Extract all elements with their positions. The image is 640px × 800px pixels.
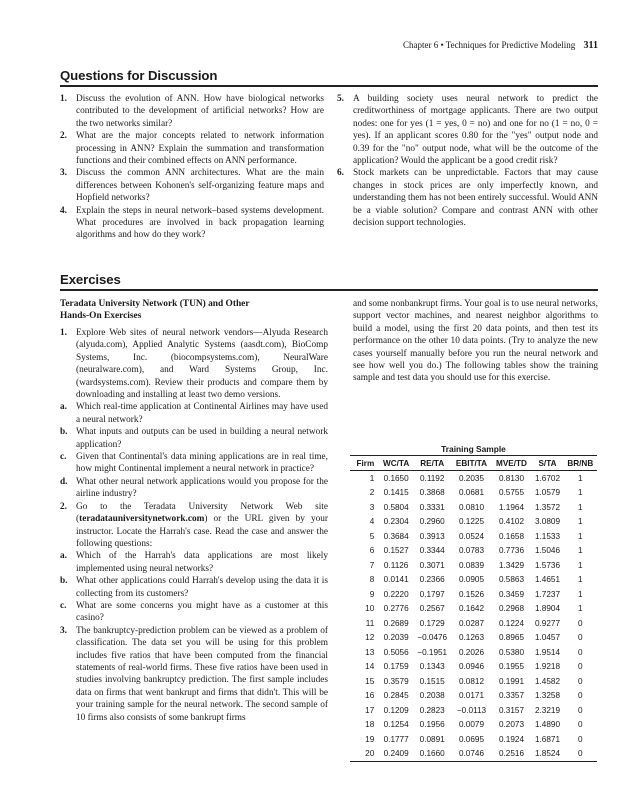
exercise-1-sub-item bbox=[60, 426, 328, 451]
discussion-question-item-text: Discuss the evolution of ANN. How have biological networks contributed to the development of artificial networks? How are the two networks similar? bbox=[76, 94, 324, 129]
table-cell: 6 bbox=[369, 546, 375, 556]
table-cell: 1 bbox=[578, 517, 583, 527]
teradata-link[interactable]: teradatauniversitynetwork.com bbox=[79, 514, 205, 525]
table-cell: 0.2823 bbox=[419, 705, 445, 715]
exercise-2-sub-item bbox=[60, 575, 328, 600]
chapter-title: Techniques for Predictive Modeling bbox=[445, 40, 576, 50]
table-cell: 0.1759 bbox=[383, 662, 409, 672]
exercise-2-sub-item bbox=[60, 600, 328, 625]
table-cell: 13 bbox=[365, 647, 375, 657]
discussion-question-item bbox=[60, 167, 324, 204]
table-row bbox=[350, 529, 597, 544]
table-cell: 0.2039 bbox=[383, 633, 409, 643]
discussion-question-item-number: 3. bbox=[60, 168, 67, 179]
table-cell: 0.0905 bbox=[458, 575, 484, 585]
table-column-header: Firm bbox=[356, 459, 375, 468]
table-cell: 15 bbox=[365, 676, 375, 686]
exercise-1-sub-item-number: c. bbox=[60, 452, 67, 463]
table-cell: 0.1415 bbox=[383, 488, 409, 498]
table-cell: 0.5804 bbox=[383, 502, 409, 512]
chapter-label: Chapter 6 bbox=[402, 40, 439, 50]
table-cell: 0.0946 bbox=[458, 662, 484, 672]
table-cell: 0.0287 bbox=[458, 618, 484, 628]
table-cell: 0.1515 bbox=[419, 676, 445, 686]
exercises-left-column bbox=[60, 298, 328, 724]
table-cell: 0.0746 bbox=[458, 749, 484, 759]
table-cell: 1 bbox=[578, 575, 583, 585]
table-cell: 1.8524 bbox=[534, 749, 560, 759]
table-cell: 0.0141 bbox=[383, 575, 409, 585]
table-cell: 1.1533 bbox=[534, 531, 560, 541]
table-row bbox=[350, 645, 597, 660]
table-cell: 0.1225 bbox=[458, 517, 484, 527]
table-cell: 0.5380 bbox=[498, 647, 524, 657]
table-row bbox=[350, 471, 597, 486]
table-cell: 0.0695 bbox=[458, 734, 484, 744]
page-number: 311 bbox=[583, 40, 598, 51]
table-cell: 0.3357 bbox=[498, 691, 524, 701]
table-cell: 0.1650 bbox=[383, 473, 409, 483]
table-cell: 0.2776 bbox=[383, 604, 409, 614]
discussion-question-item-text: A building society uses neural network to predict the creditworthiness of mortgage applicants. There are two output nodes: one for yes (1 = yes, 0 = no) and one for no (1 = no, 0 = yes). If an applicant scores 0.80 for the "yes" output node and 0.39 for the "no" output node, what will be the outcome of the application? Would the applicant be a good credit risk? bbox=[353, 94, 598, 167]
table-row bbox=[350, 587, 597, 602]
table-cell: 0.5056 bbox=[383, 647, 409, 657]
table-cell: 19 bbox=[365, 734, 375, 744]
table-cell: 1 bbox=[578, 488, 583, 498]
table-cell: 1.5736 bbox=[534, 560, 560, 570]
exercises-section-header bbox=[60, 272, 598, 287]
table-cell: 1.6871 bbox=[534, 734, 560, 744]
table-cell: 0.3157 bbox=[498, 705, 524, 715]
table-cell: 0.0812 bbox=[458, 676, 484, 686]
table-cell: 0.7736 bbox=[498, 546, 524, 556]
table-cell: 0 bbox=[578, 618, 583, 628]
exercises-heading: Exercises bbox=[60, 272, 121, 287]
table-row bbox=[350, 544, 597, 559]
table-cell: 0.1263 bbox=[458, 633, 484, 643]
table-cell: 0.1527 bbox=[383, 546, 409, 556]
table-cell: 1 bbox=[578, 531, 583, 541]
discussion-question-item-text: What are the major concepts related to network information processing in ANN? Explain the summation and transformation functions and their combined effects on ANN performance. bbox=[76, 131, 324, 167]
table-cell: 1.7237 bbox=[534, 589, 560, 599]
table-cell: 0.3071 bbox=[419, 560, 445, 570]
exercise-2-text-after: ) or the URL given by your instructor. Locate the Harrah's case. Read the case and answer the following questions: bbox=[76, 514, 328, 549]
table-cell: 0.2409 bbox=[383, 749, 409, 759]
table-cell: 0.1729 bbox=[419, 618, 445, 628]
table-cell: −0.0476 bbox=[417, 633, 448, 643]
table-column-header: BR/NB bbox=[567, 459, 594, 468]
table-cell: 1.0579 bbox=[534, 488, 560, 498]
discussion-question-item bbox=[337, 93, 598, 167]
table-cell: 0.1991 bbox=[498, 676, 524, 686]
table-cell: 0.3331 bbox=[419, 502, 445, 512]
table-cell: 0.1192 bbox=[419, 473, 445, 483]
table-cell: 1.9514 bbox=[534, 647, 560, 657]
exercise-2-sub-item-text: Which of the Harrah's data applications are most likely implemented using neural networks? bbox=[76, 551, 328, 574]
exercise-1-sub-item bbox=[60, 476, 328, 501]
discussion-question-item-number: 6. bbox=[337, 168, 344, 179]
exercise-1-text: Explore Web sites of neural network vendors—Alyuda Research (alyuda.com), Applied Analytic Systems (aasdt.com), BioComp Systems, Inc. (biocompsystems.com), NeuralWare (neuralware.com), and Ward Systems Group, Inc. (wardsystems.com). Review their products and compare them by downloading and installing at least two demo versions. bbox=[76, 328, 328, 401]
exercise-2-text-before: Go to the Teradata University Network Web site ( bbox=[76, 501, 328, 525]
training-sample-table bbox=[350, 442, 597, 762]
table-cell: 0.4102 bbox=[498, 517, 524, 527]
table-cell: 0 bbox=[578, 691, 583, 701]
table-cell: 0.0891 bbox=[419, 734, 445, 744]
table-cell: 0 bbox=[578, 749, 583, 759]
discussion-question-item bbox=[60, 205, 324, 242]
table-cell: 1.0457 bbox=[534, 633, 560, 643]
table-cell: 0.1224 bbox=[498, 618, 524, 628]
table-cell: 1.4651 bbox=[534, 575, 560, 585]
table-row bbox=[350, 631, 597, 646]
exercises-heading-rule bbox=[60, 289, 598, 291]
table-cell: 1 bbox=[578, 502, 583, 512]
table-cell: 0.8965 bbox=[498, 633, 524, 643]
table-cell: 0.1658 bbox=[498, 531, 524, 541]
discussion-question-item-text: Discuss the common ANN architectures. What are the main differences between Kohonen's self-organizing feature maps and Hopfield networks? bbox=[76, 168, 324, 204]
table-cell: 20 bbox=[365, 749, 375, 759]
table-cell: 5 bbox=[369, 531, 375, 541]
table-row bbox=[350, 732, 597, 747]
table-cell: −0.1951 bbox=[417, 647, 448, 657]
table-cell: 0 bbox=[578, 633, 583, 643]
table-cell: 0.1526 bbox=[458, 589, 484, 599]
exercise-2-sub-item bbox=[60, 550, 328, 575]
table-row bbox=[350, 602, 597, 617]
table-cell: 0.1955 bbox=[498, 662, 524, 672]
table-cell: 0.2073 bbox=[498, 720, 524, 730]
discussion-question-item-number: 5. bbox=[337, 94, 344, 104]
table-cell: 0.3344 bbox=[419, 546, 445, 556]
table-cell: 0.0524 bbox=[458, 531, 484, 541]
discussion-right-column bbox=[337, 93, 598, 229]
table-row bbox=[350, 747, 597, 762]
table-column-header: MVE/TD bbox=[496, 459, 527, 468]
table-cell: 0.0810 bbox=[458, 502, 484, 512]
table-cell: 1 bbox=[369, 473, 375, 483]
table-cell: 1.3572 bbox=[534, 502, 560, 512]
table-cell: −0.0113 bbox=[456, 705, 487, 715]
discussion-question-item-number: 4. bbox=[60, 205, 67, 216]
table-cell: 1 bbox=[578, 604, 583, 614]
exercise-2 bbox=[60, 501, 328, 625]
table-cell: 1 bbox=[578, 546, 583, 556]
table-cell: 0.2366 bbox=[419, 575, 445, 585]
table-row bbox=[350, 703, 597, 718]
table-cell: 0.8130 bbox=[498, 473, 524, 483]
table-cell: 0.5863 bbox=[498, 575, 524, 585]
table-cell: 0.2689 bbox=[383, 618, 409, 628]
training-sample-table-wrap bbox=[350, 442, 597, 762]
table-cell: 0.0681 bbox=[458, 488, 484, 498]
discussion-question-item-text: Explain the steps in neural network–based systems development. What procedures are involved in back propagation learning algorithms and how do they work? bbox=[76, 205, 324, 241]
table-cell: 0.9277 bbox=[534, 618, 560, 628]
table-cell: 0.1642 bbox=[458, 604, 484, 614]
table-cell: 3 bbox=[369, 502, 375, 512]
table-cell: 0.3579 bbox=[383, 676, 409, 686]
table-cell: 18 bbox=[365, 720, 375, 730]
table-row bbox=[350, 689, 597, 704]
table-cell: 17 bbox=[365, 705, 375, 715]
exercise-2-sub-item-text: What other applications could Harrah's develop using the data it is collecting from its customers? bbox=[76, 576, 328, 599]
table-cell: 3.0809 bbox=[534, 517, 560, 527]
table-cell: 0.1254 bbox=[383, 720, 409, 730]
table-cell: 0.2038 bbox=[419, 691, 445, 701]
table-cell: 0.3913 bbox=[419, 531, 445, 541]
table-cell: 0.1660 bbox=[419, 749, 445, 759]
table-cell: 7 bbox=[369, 560, 375, 570]
exercise-1-sub-item-text: Which real-time application at Continental Airlines may have used a neural network? bbox=[76, 402, 328, 425]
table-title: Training Sample bbox=[441, 444, 506, 454]
table-cell: 2 bbox=[369, 488, 375, 498]
exercise-3-number: 3. bbox=[60, 625, 67, 636]
exercise-2-sub-item-text: What are some concerns you might have as a customer at this casino? bbox=[76, 600, 328, 624]
table-cell: 0 bbox=[578, 734, 583, 744]
exercise-1-number: 1. bbox=[60, 328, 67, 338]
table-cell: 0.3868 bbox=[419, 488, 445, 498]
table-cell: 1.5046 bbox=[534, 546, 560, 556]
exercise-1-sub-item-number: b. bbox=[60, 427, 68, 438]
table-cell: 4 bbox=[369, 517, 375, 527]
table-cell: 1.3258 bbox=[534, 691, 560, 701]
table-cell: 0.0079 bbox=[458, 720, 484, 730]
table-row bbox=[350, 515, 597, 530]
exercise-2-sub-item-number: a. bbox=[60, 551, 67, 562]
table-cell: 0.2304 bbox=[383, 517, 409, 527]
table-cell: 0.0783 bbox=[458, 546, 484, 556]
table-cell: 1.8904 bbox=[534, 604, 560, 614]
exercise-1-sub-item-number: d. bbox=[60, 476, 68, 487]
table-cell: 0.1777 bbox=[383, 734, 409, 744]
exercise-1-sub-item-text: What inputs and outputs can be used in building a neural network application? bbox=[76, 427, 328, 450]
exercise-1-sub-item-text: Given that Continental's data mining applications are in real time, how might Continental implement a neural network in practice? bbox=[76, 452, 328, 475]
table-cell: 0.2026 bbox=[458, 647, 484, 657]
exercises-right-column bbox=[353, 298, 598, 385]
table-cell: 10 bbox=[365, 604, 375, 614]
bullet-separator: • bbox=[440, 40, 444, 50]
exercise-1-sub-item-text: What other neural network applications would you propose for the airline industry? bbox=[76, 476, 328, 500]
table-cell: 0.1126 bbox=[383, 560, 409, 570]
table-row bbox=[350, 573, 597, 588]
discussion-heading: Questions for Discussion bbox=[60, 68, 218, 83]
table-cell: 1 bbox=[578, 473, 583, 483]
table-cell: 11 bbox=[365, 618, 375, 628]
table-row bbox=[350, 500, 597, 515]
discussion-section-header bbox=[60, 68, 598, 83]
exercise-1-sub-item bbox=[60, 401, 328, 426]
table-column-header: RE/TA bbox=[420, 459, 445, 468]
discussion-heading-rule bbox=[60, 85, 598, 87]
table-column-header: S/TA bbox=[538, 459, 557, 468]
table-cell: 0 bbox=[578, 662, 583, 672]
table-cell: 0.0171 bbox=[458, 691, 484, 701]
table-row bbox=[350, 674, 597, 689]
table-cell: 0 bbox=[578, 647, 583, 657]
table-cell: 0 bbox=[578, 676, 583, 686]
table-cell: 0.2845 bbox=[383, 691, 409, 701]
exercise-3-continued: and some nonbankrupt firms. Your goal is to use neural networks, support vector machines, and nearest neighbor algorithms to build a model, using the first 20 data points, and then test its performance on the other 10 data points. (Try to analyze the new cases yourself manually before you run the neural network and see how well you do.) The following tables show the training sample and test data you should use for this exercise. bbox=[353, 299, 598, 384]
table-cell: 0.5755 bbox=[498, 488, 524, 498]
table-cell: 0.1924 bbox=[498, 734, 524, 744]
table-cell: 0.2035 bbox=[458, 473, 484, 483]
tun-subheading-line2: Hands-On Exercises bbox=[60, 311, 142, 321]
exercise-1 bbox=[60, 327, 328, 501]
exercise-2-number: 2. bbox=[60, 501, 67, 512]
table-cell: 0.0839 bbox=[458, 560, 484, 570]
table-cell: 0.2960 bbox=[419, 517, 445, 527]
table-cell: 0.2220 bbox=[383, 589, 409, 599]
table-cell: 0.3459 bbox=[498, 589, 524, 599]
table-cell: 1 bbox=[578, 589, 583, 599]
table-cell: 1.9218 bbox=[534, 662, 560, 672]
exercise-1-sub-item bbox=[60, 451, 328, 476]
discussion-question-item-number: 2. bbox=[60, 131, 67, 142]
exercise-3 bbox=[60, 625, 328, 724]
table-column-header: WC/TA bbox=[383, 459, 410, 468]
table-column-header: EBIT/TA bbox=[455, 459, 488, 468]
discussion-question-item-text: Stock markets can be unpredictable. Factors that may cause changes in stock prices are only imperfectly known, and understanding them has not been entirely successful. Would ANN be a viable solution? Compare and contrast ANN with other decision support technologies. bbox=[353, 168, 598, 229]
exercise-1-sub-item-number: a. bbox=[60, 402, 67, 413]
table-cell: 1.6702 bbox=[534, 473, 560, 483]
tun-subheading-line1: Teradata University Network (TUN) and Other bbox=[60, 299, 250, 309]
discussion-question-item-number: 1. bbox=[60, 94, 67, 104]
exercise-2-sub-item-number: b. bbox=[60, 576, 68, 587]
table-cell: 0.1956 bbox=[419, 720, 445, 730]
tun-subheading bbox=[60, 298, 328, 322]
table-cell: 2.3219 bbox=[534, 705, 560, 715]
table-cell: 14 bbox=[365, 662, 375, 672]
table-row bbox=[350, 718, 597, 733]
table-cell: 0.1343 bbox=[419, 662, 445, 672]
table-cell: 0 bbox=[578, 720, 583, 730]
discussion-question-item bbox=[60, 130, 324, 167]
discussion-question-item bbox=[60, 93, 324, 130]
table-cell: 1.4890 bbox=[534, 720, 560, 730]
table-row bbox=[350, 660, 597, 675]
table-cell: 0 bbox=[578, 705, 583, 715]
table-cell: 0.1797 bbox=[419, 589, 445, 599]
table-row bbox=[350, 616, 597, 631]
running-head bbox=[60, 40, 598, 54]
discussion-left-column bbox=[60, 93, 324, 242]
table-cell: 0.2567 bbox=[419, 604, 445, 614]
table-cell: 1.1964 bbox=[498, 502, 524, 512]
table-cell: 1 bbox=[578, 560, 583, 570]
table-cell: 1.4582 bbox=[534, 676, 560, 686]
table-cell: 8 bbox=[369, 575, 375, 585]
table-cell: 16 bbox=[365, 691, 375, 701]
discussion-question-item bbox=[337, 167, 598, 229]
table-cell: 0.1209 bbox=[383, 705, 409, 715]
exercise-3-text: The bankruptcy-prediction problem can be viewed as a problem of classification. The data set you will be using for this problem includes five ratios that have been computed from the financial statements of real-world firms. These five ratios have been used in studies involving bankruptcy prediction. The first sample includes data on firms that went bankrupt and firms that didn't. This will be your training sample for the neural network. The second sample of 10 firms also consists of some bankrupt firms bbox=[76, 625, 328, 723]
exercise-2-sub-item-number: c. bbox=[60, 600, 67, 611]
table-cell: 0.3684 bbox=[383, 531, 409, 541]
table-cell: 12 bbox=[365, 633, 375, 643]
table-cell: 0.2516 bbox=[498, 749, 524, 759]
table-cell: 0.2968 bbox=[498, 604, 524, 614]
table-row bbox=[350, 486, 597, 501]
table-cell: 9 bbox=[369, 589, 375, 599]
table-row bbox=[350, 558, 597, 573]
table-cell: 1.3429 bbox=[498, 560, 524, 570]
